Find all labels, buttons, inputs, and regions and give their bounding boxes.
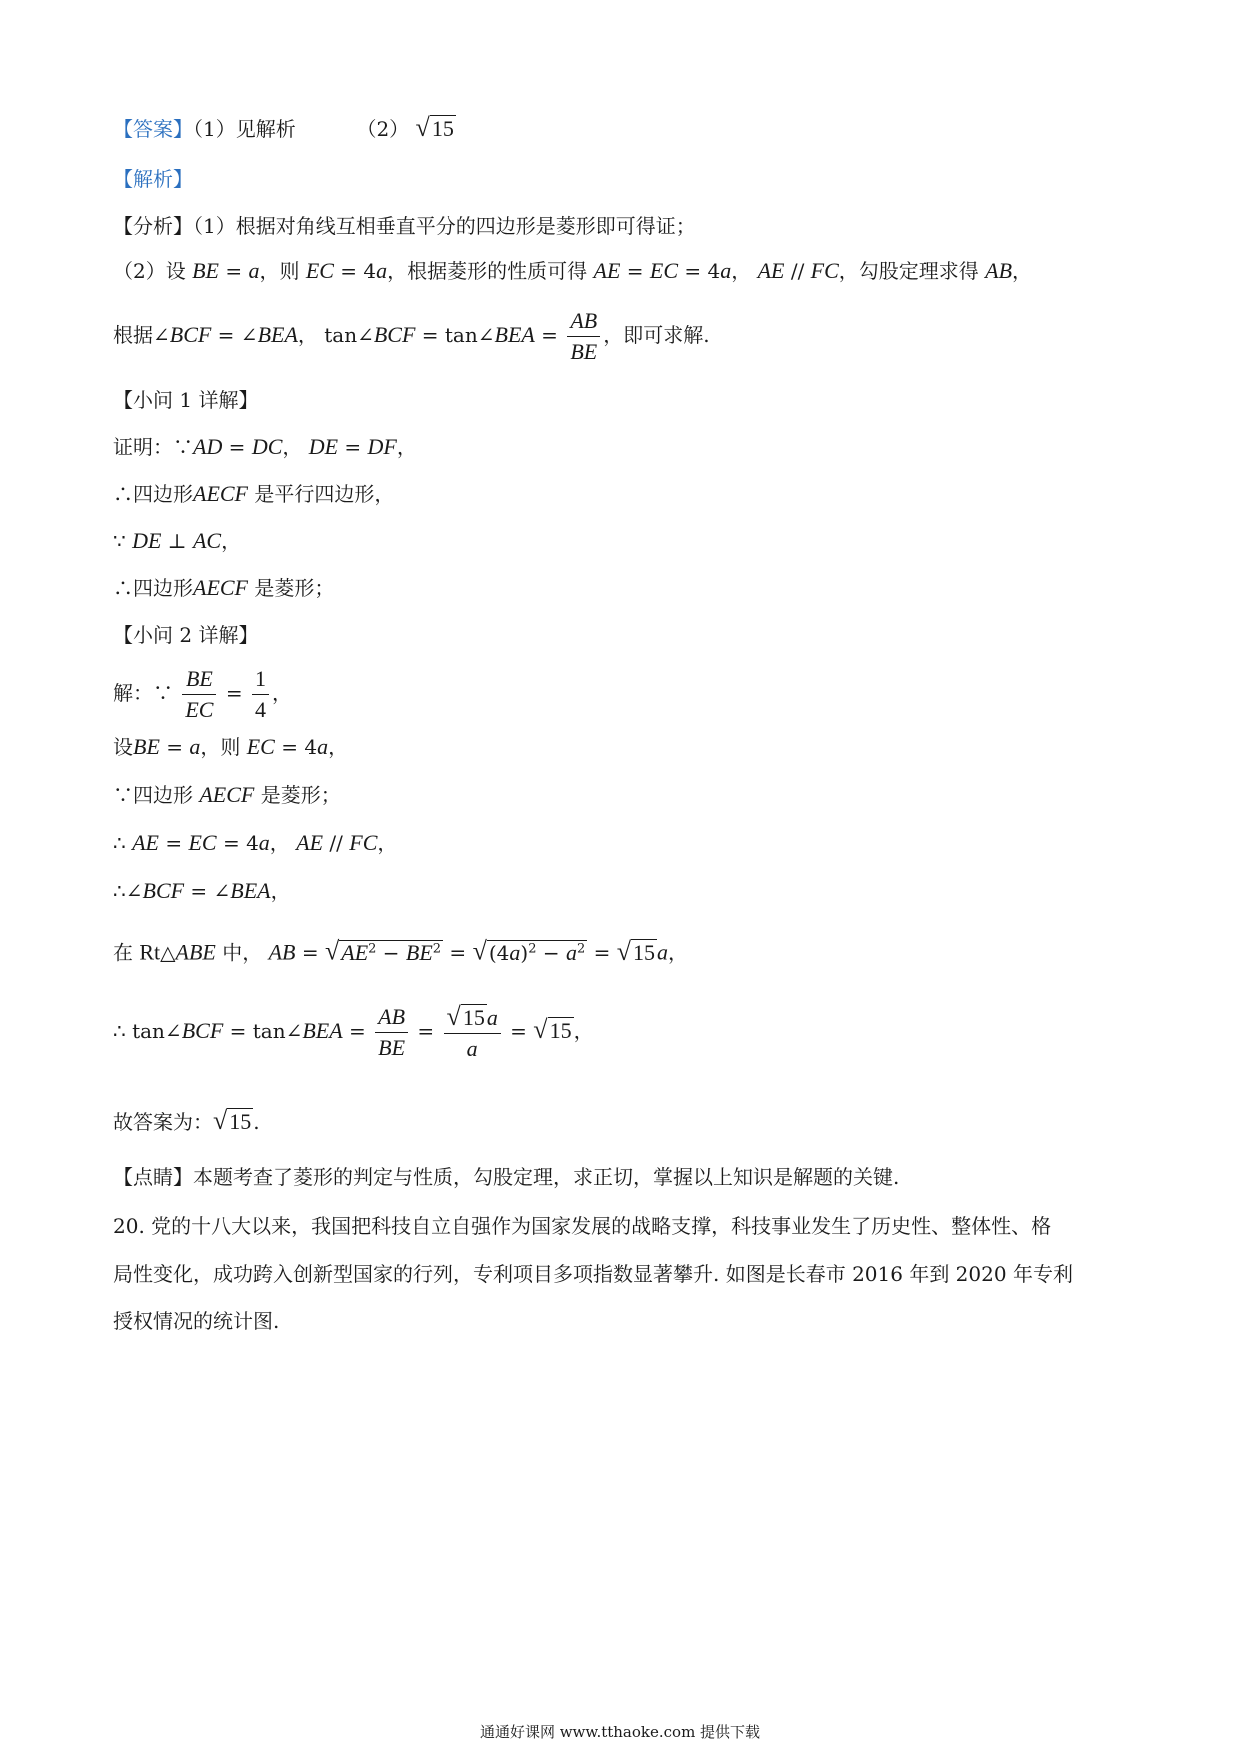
fenxi-line-2: （2）设 BE = a，则 EC = 4a，根据菱形的性质可得 AE = EC = 4a， AE // FC，勾股定理求得 AB， (113, 258, 1033, 283)
q1-proof-2: ∴四边形AECF 是平行四边形， (113, 481, 395, 506)
q2-line-7: ∴ tan∠BCF = tan∠BEA = $\frac{AB}{BE}$ = $\frac{√15a}{a}$ = √15 ， (113, 1001, 594, 1061)
problem-20-line-3: 授权情况的统计图. (113, 1309, 280, 1333)
q2-heading: 【小问 2 详解】 (113, 623, 259, 647)
final-answer: 故答案为：√15 . (113, 1106, 260, 1135)
q2-line-4: ∴ AE = EC = 4a， AE // FC， (113, 830, 398, 855)
answer-part1: （1）见解析 (193, 117, 296, 141)
q2-line-2: 设BE = a，则 EC = 4a， (113, 734, 349, 759)
jiexi-heading: 【解析】 (113, 167, 193, 191)
q2-line-3: ∵四边形 AECF 是菱形； (113, 782, 341, 807)
q1-heading: 【小问 1 详解】 (113, 388, 259, 412)
answer-part2: （2） (356, 117, 410, 141)
fenxi-text: （1）根据对角线互相垂直平分的四边形是菱形即可得证； (193, 214, 696, 238)
answer-sqrt: √15 (415, 113, 454, 142)
problem-20-line-2: 局性变化，成功跨入创新型国家的行列，专利项目多项指数显著攀升. 如图是长春市 2016 年到 2020 年专利 (113, 1262, 1073, 1286)
problem-20-line-1: 20. 党的十八大以来，我国把科技自立自强作为国家发展的战略支撑，科技事业发生了历史性、整体性、格 (113, 1214, 1052, 1238)
answer-tag: 【答案】 (113, 117, 193, 141)
q2-line-1: 解：∵ $\frac{BE}{EC}$ = $\frac{1}{4}$ ， (113, 666, 292, 722)
q2-line-5: ∴∠BCF = ∠BEA， (113, 878, 291, 903)
footer-source: 通通好课网 www.tthaoke.com 提供下载 (479, 1723, 761, 1741)
q1-proof-3: ∵ DE ⊥ AC， (113, 528, 242, 553)
q1-proof-1: 证明：∵AD = DC， DE = DF， (113, 434, 417, 459)
fenxi-tag: 【分析】 (113, 214, 193, 238)
fenxi-line-3: 根据∠BCF = ∠BEA， tan∠BCF = tan∠BEA = $\frac{AB}{BE}$ ，即可求解. (113, 300, 710, 370)
answer-line (113, 114, 456, 143)
fenxi-line (113, 212, 696, 240)
q1-proof-4: ∴四边形AECF 是菱形； (113, 575, 335, 600)
dianjing-line: 【点睛】本题考查了菱形的判定与性质，勾股定理，求正切，掌握以上知识是解题的关键. (113, 1165, 900, 1189)
q2-line-6: 在 Rt△ABE 中， AB = $√AE^2 - BE^2$ = √ $(4a)^2 - a^2 = √15a$， (113, 936, 688, 966)
fraction-ab-be: $\frac{AB}{BE}$ (567, 306, 600, 367)
